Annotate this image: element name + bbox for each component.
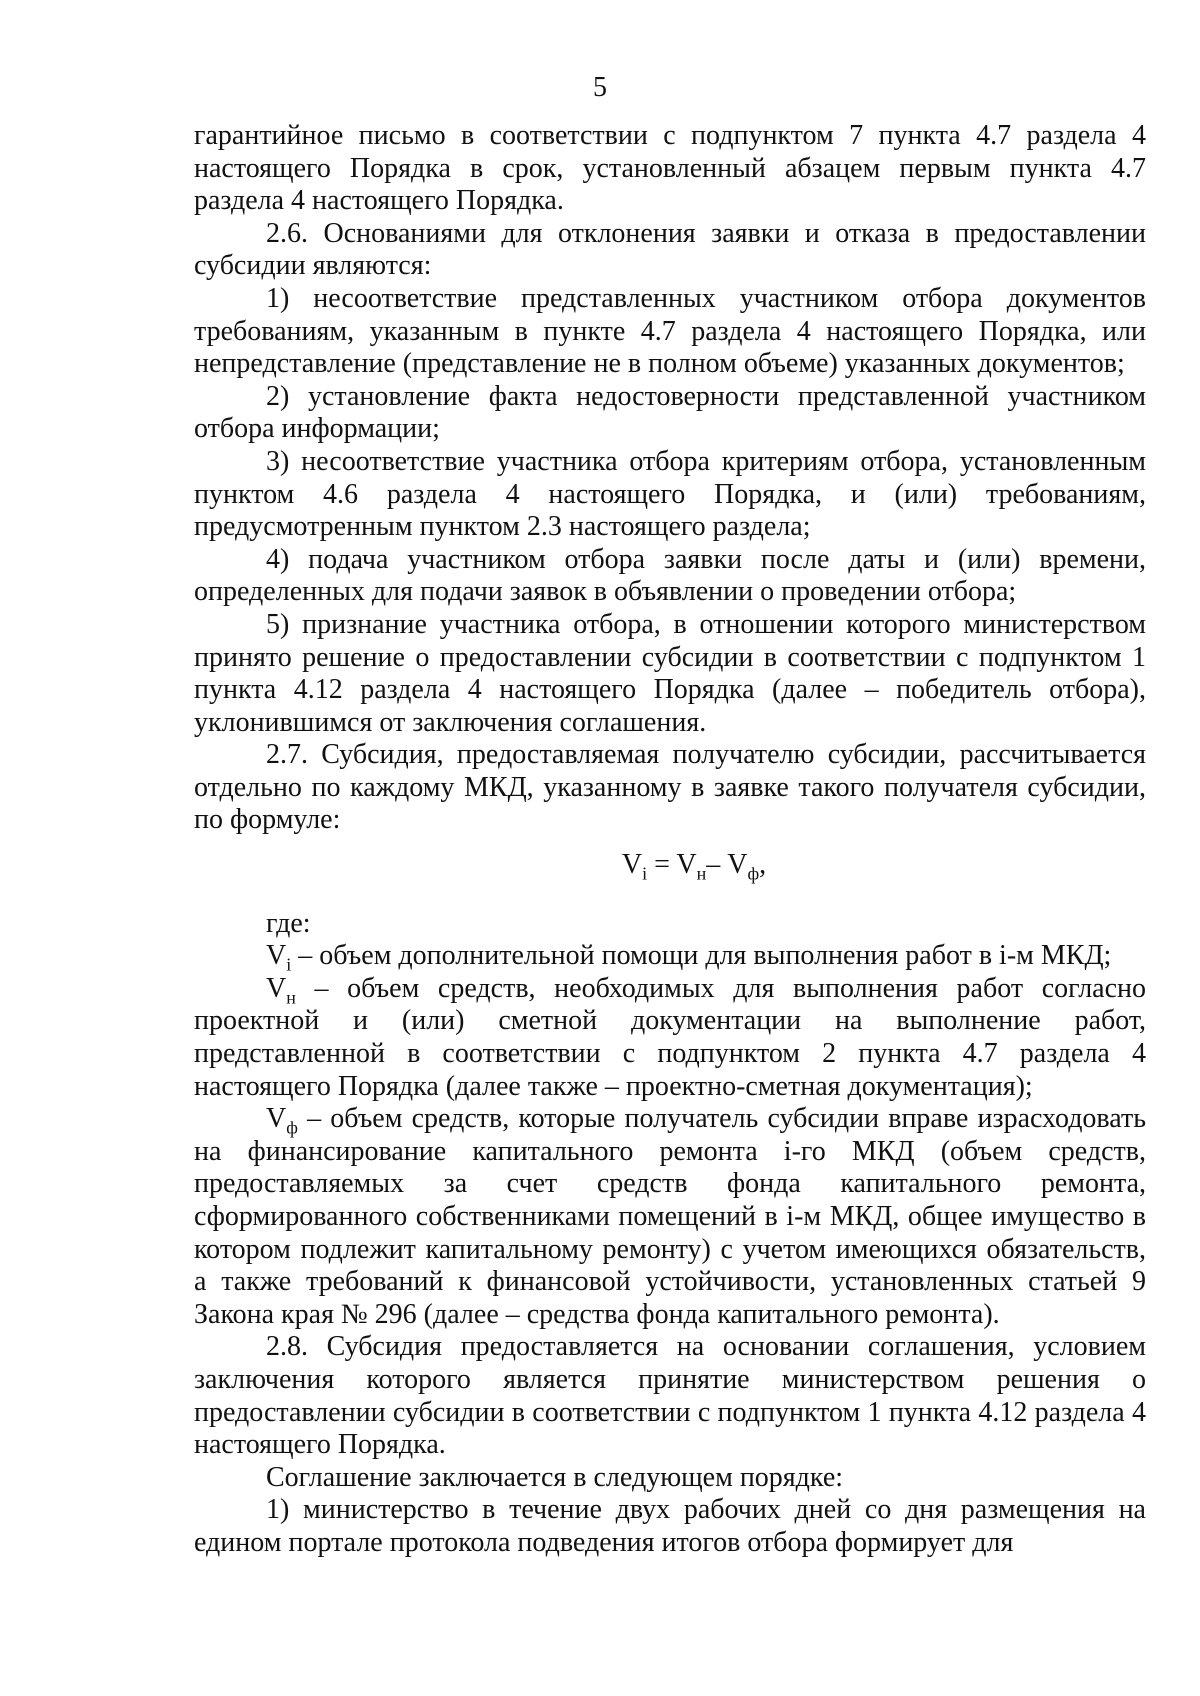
- definition-text: – объем дополнительной помощи для выполнения работ в i-м МКД;: [291, 940, 1112, 972]
- list-item-2: 2) установление факта недостоверности представленной участником отбора информации;: [194, 380, 1146, 445]
- paragraph-2-6: 2.6. Основаниями для отклонения заявки и отказа в предоставлении субсидии являются:: [194, 217, 1146, 282]
- formula-rhs2-sub: ф: [747, 863, 760, 884]
- page-number: 5: [593, 72, 607, 103]
- formula-lhs: V: [621, 849, 643, 881]
- definition-symbol-sub: н: [286, 987, 296, 1008]
- definition-vi: [194, 940, 1146, 973]
- formula-rhs1-sub: н: [696, 863, 707, 884]
- definition-vf: [194, 1103, 1146, 1331]
- paragraph-continuation: гарантийное письмо в соответствии с подпунктом 7 пункта 4.7 раздела 4 настоящего Порядка в срок, установленный абзацем первым пункта 4.7 раздела 4 настоящего Порядка.: [194, 120, 1146, 217]
- definition-symbol: V: [266, 972, 287, 1004]
- formula-lhs-sub: i: [642, 863, 648, 884]
- formula: $V_i = V_н-$ $V_ф$,: [621, 849, 767, 884]
- formula-rhs2: V: [727, 849, 748, 881]
- agreement-step-1: 1) министерство в течение двух рабочих дней со дня размещения на едином портале протокола подведения итогов отбора формирует для: [194, 1494, 1146, 1558]
- agreement-procedure-heading: Соглашение заключается в следующем порядке:: [266, 1461, 844, 1493]
- document-body: [194, 120, 1146, 1560]
- definition-vn: [194, 973, 1146, 1103]
- definition-symbol-sub: ф: [286, 1117, 298, 1138]
- definition-symbol: V: [266, 940, 287, 972]
- definition-symbol-sub: i: [286, 954, 292, 975]
- paragraph-2-8: 2.8. Субсидия предоставляется на основании соглашения, условием заключения которого является принятие министерством решения о предоставлении субсидии в соответствии с подпунктом 1 пункта 4.12 раздела 4 настоящего Порядка.: [194, 1331, 1146, 1461]
- definition-symbol: V: [266, 1103, 287, 1135]
- list-item-4: 4) подача участником отбора заявки после даты и (или) времени, определенных для подачи заявок в объявлении о проведении отбора;: [194, 543, 1146, 608]
- formula-tail: ,: [759, 849, 767, 881]
- formula-rhs1: V: [676, 849, 697, 881]
- list-item-1: 1) несоответствие представленных участником отбора документов требованиям, указанным в пункте 4.7 раздела 4 настоящего Порядка, или непредставление (представление не в полном объеме) указанных документов;: [194, 282, 1146, 380]
- definition-text: – объем средств, необходимых для выполнения работ согласно проектной и (или) сметной документации на выполнение работ, представленной в соответствии с подпунктом 2 пункта 4.7 раздела 4 настоящего Порядка (далее также – проектно-сметная документация);: [194, 972, 1146, 1102]
- list-item-5: 5) признание участника отбора, в отношении которого министерством принято решение о предоставлении субсидии в соответствии с подпунктом 1 пункта 4.12 раздела 4 настоящего Порядка (далее – победитель отбора), уклонившимся от заключения соглашения.: [194, 608, 1146, 738]
- definition-text: – объем средств, которые получатель субсидии вправе израсходовать на финансирование капитального ремонта i-го МКД (объем средств, предоставляемых за счет средств фонда капитального ремонта, сформированного собственниками помещений в i-м МКД, общее имущество в котором подлежит капитальному ремонту) с учетом имеющихся обязательств, а также требований к финансовой устойчивости, установленных статьей 9 Закона края № 296 (далее – средства фонда капитального ремонта).: [194, 1103, 1146, 1330]
- paragraph-2-7: 2.7. Субсидия, предоставляемая получателю субсидии, рассчитывается отдельно по каждому МКД, указанному в заявке такого получателя субсидии, по формуле:: [194, 739, 1146, 836]
- list-item-3: 3) несоответствие участника отбора критериям отбора, установленным пунктом 4.6 раздела 4 настоящего Порядка, и (или) требованиям, предусмотренным пунктом 2.3 настоящего раздела;: [194, 445, 1146, 543]
- where-label: где:: [266, 907, 311, 939]
- formula-minus: –: [706, 849, 721, 881]
